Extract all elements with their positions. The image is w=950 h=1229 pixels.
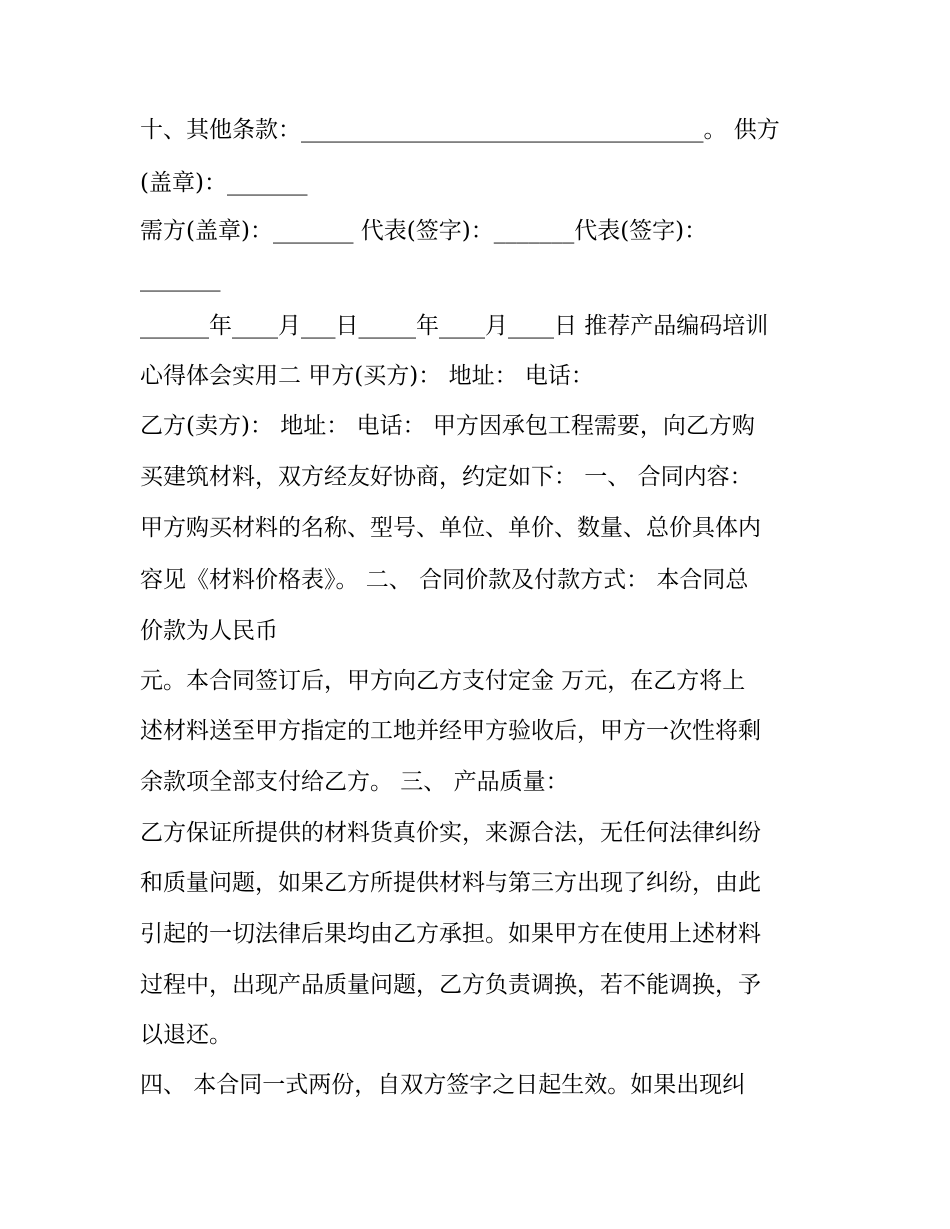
- text-line: 容见《材料价格表》。 二、 合同价款及付款方式： 本合同总: [140, 567, 749, 593]
- text-line: 需方(盖章)：_______ 代表(签字)：_______代表(签字)：: [140, 218, 708, 244]
- text-line: 心得体会实用二 甲方(买方)： 地址： 电话：: [140, 363, 594, 389]
- text-line: 四、 本合同一式两份，自双方签字之日起生效。如果出现纠: [140, 1072, 746, 1098]
- text-line: 买建筑材料，双方经友好协商，约定如下： 一、 合同内容：: [140, 464, 753, 490]
- text-line: 和质量问题，如果乙方所提供材料与第三方出现了纠纷，由此: [140, 870, 761, 896]
- text-line: ______年____月___日_____年____月____日 推荐产品编码培训: [140, 313, 769, 339]
- text-line: 述材料送至甲方指定的工地并经甲方验收后，甲方一次性将剩: [140, 718, 761, 744]
- text-line: 引起的一切法律后果均由乙方承担。如果甲方在使用上述材料: [140, 921, 761, 947]
- text-line: 甲方购买材料的名称、型号、单位、单价、数量、总价具体内: [140, 515, 761, 541]
- text-line: 十、其他条款：___________________________________。 供方: [140, 117, 780, 143]
- text-line: 元。本合同签订后，甲方向乙方支付定金 万元，在乙方将上: [140, 668, 746, 694]
- text-line: 乙方(卖方)： 地址： 电话： 甲方因承包工程需要，向乙方购: [140, 413, 755, 439]
- text-line: 乙方保证所提供的材料货真价实，来源合法，无任何法律纠纷: [140, 820, 761, 846]
- text-line: 价款为人民币: [140, 618, 278, 644]
- text-line: _______: [140, 266, 221, 292]
- text-line: 过程中，出现产品质量问题，乙方负责调换，若不能调换，予: [140, 972, 761, 998]
- text-line: 余款项全部支付给乙方。 三、 产品质量：: [140, 769, 569, 795]
- text-line: (盖章)：_______: [140, 170, 308, 196]
- text-line: 以退还。: [140, 1022, 232, 1048]
